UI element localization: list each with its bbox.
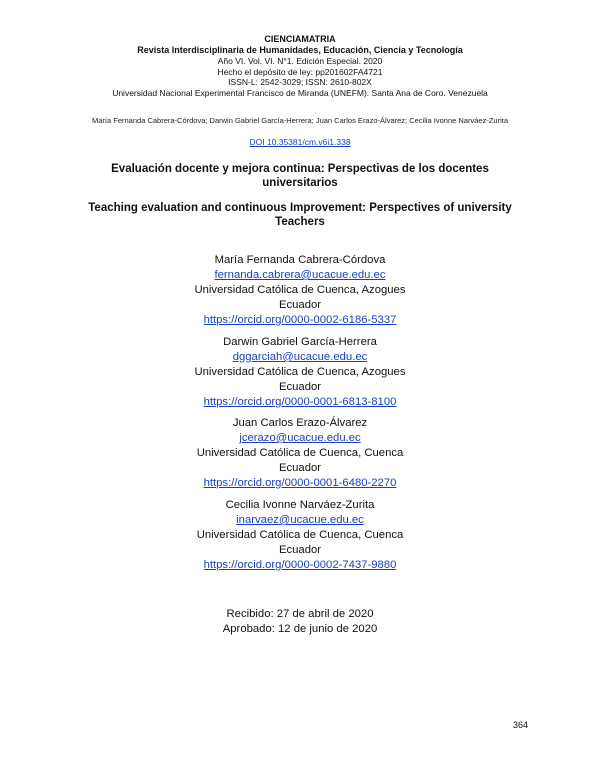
author-email-link[interactable]: fernanda.cabrera@ucacue.edu.ec bbox=[214, 269, 386, 281]
received-date: Recibido: 27 de abril de 2020 bbox=[226, 608, 374, 620]
author-country: Ecuador bbox=[278, 381, 322, 393]
author-email-link[interactable]: inarvaez@ucacue.edu.ec bbox=[236, 514, 364, 526]
author-country: Ecuador bbox=[278, 462, 322, 474]
author-name: Juan Carlos Erazo-Álvarez bbox=[232, 417, 368, 429]
author-name: Darwin Gabriel García-Herrera bbox=[223, 336, 377, 348]
doi-link[interactable]: DOI 10.35381/cm.v6i1.338 bbox=[249, 137, 351, 147]
title-spanish: Evaluación docente y mejora continua: Perspectivas de los docentes universitarios bbox=[111, 163, 489, 189]
author-orcid-link[interactable]: https://orcid.org/0000-0001-6813-8100 bbox=[203, 396, 397, 408]
author-name: Cecilia Ivonne Narváez-Zurita bbox=[225, 499, 375, 511]
authors-line: María Fernanda Cabrera-Córdova; Darwin Gabriel García-Herrera; Juan Carlos Erazo-Álvarez; Cecilia Ivonne Narváez-Zurita bbox=[92, 116, 508, 125]
title-english: Teaching evaluation and continuous Improvement: Perspectives of university Teachers bbox=[88, 202, 512, 228]
author-email-link[interactable]: jcerazo@ucacue.edu.ec bbox=[239, 432, 361, 444]
author-block bbox=[0, 253, 600, 328]
author-orcid-link[interactable]: https://orcid.org/0000-0001-6480-2270 bbox=[203, 477, 397, 489]
journal-header bbox=[0, 34, 600, 98]
legal-deposit: Hecho el depósito de ley: pp201602FA4721 bbox=[217, 66, 383, 77]
issn: ISSN-L: 2542-3029; ISSN: 2610-802X bbox=[228, 77, 372, 87]
author-country: Ecuador bbox=[278, 299, 322, 311]
author-block bbox=[0, 416, 600, 491]
author-affiliation: Universidad Católica de Cuenca, Cuenca bbox=[196, 529, 404, 541]
author-block bbox=[0, 335, 600, 410]
author-email-link[interactable]: dggarciah@ucacue.edu.ec bbox=[232, 351, 368, 363]
author-orcid-link[interactable]: https://orcid.org/0000-0002-7437-9880 bbox=[203, 559, 397, 571]
author-orcid-link[interactable]: https://orcid.org/0000-0002-6186-5337 bbox=[203, 314, 397, 326]
page-number: 364 bbox=[513, 720, 529, 730]
institution: Universidad Nacional Experimental Francisco de Miranda (UNEFM). Santa Ana de Coro. Venezuela bbox=[112, 87, 488, 98]
author-name: María Fernanda Cabrera-Córdova bbox=[214, 254, 386, 266]
author-affiliation: Universidad Católica de Cuenca, Cuenca bbox=[196, 447, 404, 459]
journal-issue: Año VI. Vol. VI. N°1. Edición Especial. 2020 bbox=[217, 56, 383, 66]
journal-name: CIENCIAMATRIA bbox=[264, 34, 336, 44]
author-affiliation: Universidad Católica de Cuenca, Azogues bbox=[194, 366, 406, 378]
dates-block bbox=[0, 607, 600, 637]
author-affiliation: Universidad Católica de Cuenca, Azogues bbox=[194, 284, 406, 296]
author-country: Ecuador bbox=[278, 544, 322, 556]
journal-subtitle: Revista Interdisciplinaria de Humanidades, Educación, Ciencia y Tecnología bbox=[137, 45, 463, 55]
doi-container bbox=[0, 137, 600, 147]
author-block bbox=[0, 498, 600, 573]
approved-date: Aprobado: 12 de junio de 2020 bbox=[222, 623, 378, 635]
